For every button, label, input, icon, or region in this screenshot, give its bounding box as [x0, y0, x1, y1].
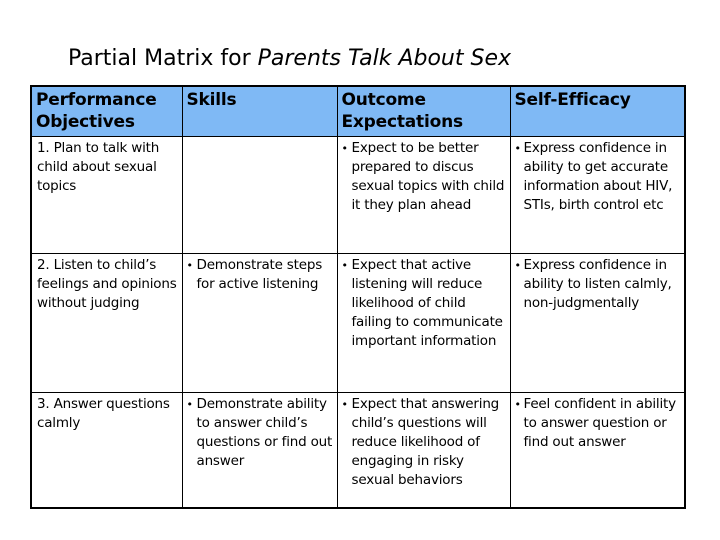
- efficacy-cell: [510, 137, 685, 254]
- objective-cell: 3. Answer questions calmly: [31, 393, 182, 509]
- header-performance-objectives: Performance Objectives: [31, 86, 182, 137]
- header-self-efficacy: Self-Efficacy: [510, 86, 685, 137]
- header-outcome-expectations: Outcome Expectations: [337, 86, 510, 137]
- bullet-icon: •: [186, 259, 193, 272]
- outcome-text: Expect to be better prepared to discus sexual topics with child it they plan ahead: [351, 140, 505, 213]
- objective-cell: 2. Listen to child’s feelings and opinions without judging: [31, 254, 182, 393]
- title-prefix: Partial Matrix for: [68, 46, 258, 71]
- bullet-icon: •: [341, 398, 348, 411]
- efficacy-text: Express confidence in ability to listen calmly, non-judgmentally: [523, 257, 672, 311]
- efficacy-text: Feel confident in ability to answer question or find out answer: [523, 396, 676, 450]
- bullet-icon: •: [186, 398, 193, 411]
- objective-cell: 1. Plan to talk with child about sexual topics: [31, 137, 182, 254]
- skills-text: Demonstrate steps for active listening: [196, 257, 323, 292]
- outcome-text: Expect that answering child’s questions will reduce likelihood of engaging in risky sexual behaviors: [351, 396, 500, 488]
- outcome-cell: [337, 137, 510, 254]
- header-row: [31, 86, 685, 137]
- skills-text: Demonstrate ability to answer child’s questions or find out answer: [196, 396, 333, 469]
- bullet-icon: •: [341, 259, 348, 272]
- skills-cell: [182, 393, 337, 509]
- outcome-text: Expect that active listening will reduce likelihood of child failing to communicate important information: [351, 257, 503, 349]
- table-row: [31, 137, 685, 254]
- table-row: [31, 254, 685, 393]
- efficacy-cell: [510, 254, 685, 393]
- skills-cell: [182, 254, 337, 393]
- bullet-icon: •: [341, 142, 348, 155]
- efficacy-text: Express confidence in ability to get accurate information about HIV, STIs, birth control etc: [523, 140, 673, 213]
- table-row: [31, 393, 685, 509]
- slide-title: [68, 46, 511, 71]
- bullet-icon: •: [514, 259, 521, 272]
- outcome-cell: [337, 254, 510, 393]
- efficacy-cell: [510, 393, 685, 509]
- outcome-cell: [337, 393, 510, 509]
- skills-cell: [182, 137, 337, 254]
- matrix-table: [30, 85, 686, 509]
- header-skills: Skills: [182, 86, 337, 137]
- bullet-icon: •: [514, 398, 521, 411]
- title-italic: Parents Talk About Sex: [257, 46, 512, 71]
- bullet-icon: •: [514, 142, 521, 155]
